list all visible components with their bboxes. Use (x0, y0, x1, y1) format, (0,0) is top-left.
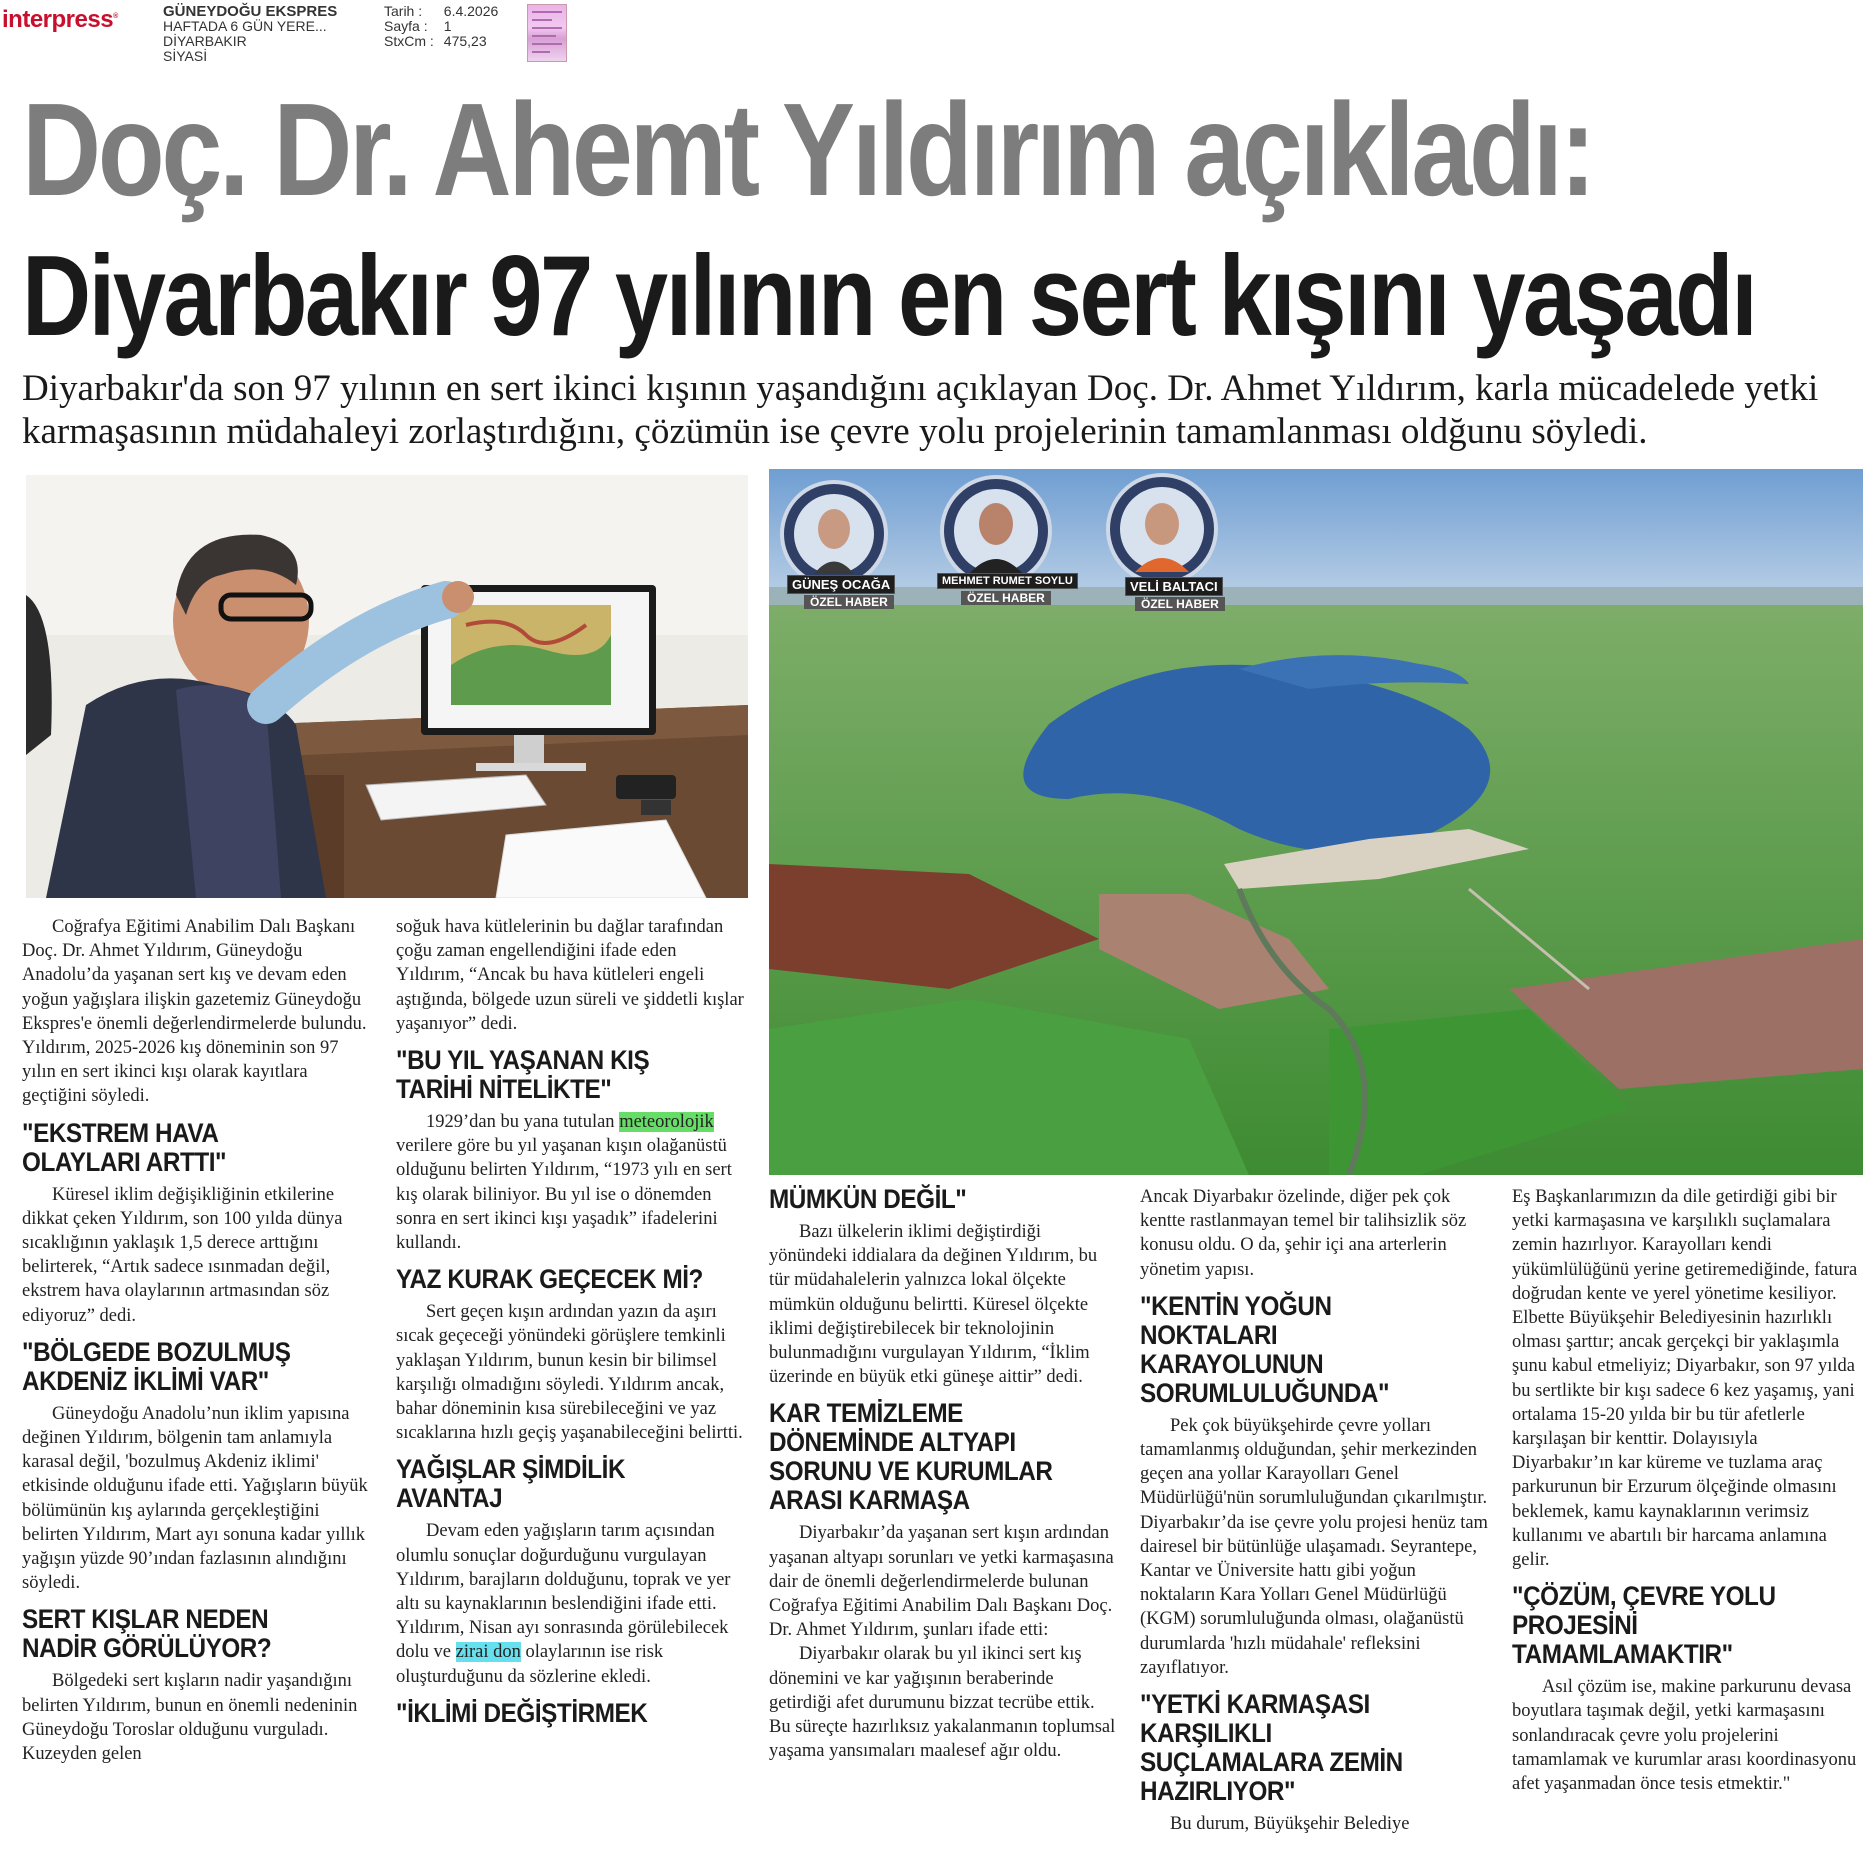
col4-subheading: "YETKİ KARMAŞASI KARŞILIKLI SUÇLAMALARA ZEMİN HAZIRLIYOR" (1140, 1689, 1403, 1807)
column-3 (769, 1185, 1119, 1763)
clip-page: 1 (443, 18, 452, 34)
page-thumbnail[interactable] (527, 4, 567, 62)
col3-paragraph: Bazı ülkelerin iklimi değiştirdiği yönündeki iddialara da değinen Yıldırım, bu tür müdahalelerin yalnızca lokal ölçekte mümkün olduğunu belirtti. Küresel ölçekte iklimi değiştirebilecek bir teknolojinin bulunmadığını vurgulayan Yıldırım, “İklim üzerinde en büyük etki güneşe aittir” dedi. (769, 1222, 1098, 1388)
headline-lead: Diyarbakır'da son 97 yılının en sert ikinci kışının yaşandığını açıklayan Doç. Dr. Ahmet Yıldırım, karla mücadelede yetki karmaşasının müdahaleyi zorlaştırdığını, çözümün ise çevre yolu projelerinin tamamlanması oldğunu söyledi. (22, 368, 1819, 452)
headline-title: Diyarbakır 97 yılının en sert kışını yaşadı (22, 233, 1756, 360)
col2-paragraph: Devam eden yağışların tarım açısından olumlu sonuçlar doğurduğunu vurgulayan Yıldırım, barajların dolduğunu, toprak ve yer altı su kaynaklarının beslendiğini ifade etti. Yıldırım, Nisan ayı sonrasında görülebilecek dolu ve zirai don olaylarının ise risk oluşturduğunu da sözlerine ekledi. (396, 1521, 731, 1687)
paper-city: DİYARBAKIR (163, 33, 247, 49)
reporter-avatar-2 (939, 474, 1054, 589)
col5-paragraph: Asıl çözüm ise, makine parkurunu devasa boyutlara taşımak değil, yetki karmaşasını sonlandıracak çevre yolu projelerini tamamlamak ve kurumlar arası koordinasyonu afet yaşanmadan önce tesis etmektir." (1512, 1677, 1857, 1795)
col4-subheading: "KENTİN YOĞUN NOKTALARI KARAYOLUNUN SORUMLULUĞUNDA" (1140, 1290, 1390, 1408)
reporter-name-3: VELİ BALTACI (1125, 577, 1223, 596)
col1-subheading: "BÖLGEDE BOZULMUŞ AKDENİZ İKLİMİ VAR" (22, 1336, 291, 1396)
reporter-name-2: MEHMET RUMET SOYLU (937, 573, 1078, 589)
reporter-avatar-3 (1105, 472, 1220, 587)
publication-info (163, 4, 337, 64)
clip-date: 6.4.2026 (443, 3, 499, 19)
clip-stxcm: 475,23 (443, 33, 487, 49)
column-5 (1512, 1185, 1862, 1796)
col4-paragraph: Pek çok büyükşehirde çevre yolları tamamlanmış olduğundan, şehir merkezinden geçen ana yollar Karayolları Genel Müdürlüğü'nün sorumluluğundan çıkarılmıştır. Diyarbakır’da ise çevre yolu projesi henüz tam dairesel bir bütünlüğe ulaşamadı. Seyrantepe, Kantar ve Üniversite hattı gibi yoğun noktaların Kara Yolları Genel Müdürlüğü (KGM) sorumluluğunda olması, olağanüstü durumlarda 'hızlı müdahale' refleksini zayıflatıyor. (1140, 1415, 1488, 1678)
col1-paragraph: Coğrafya Eğitimi Anabilim Dalı Başkanı Doç. Dr. Ahmet Yıldırım, Güneydoğu Anadolu’da yaşanan sert kış ve devam eden yoğun yağışlara ilişkin gazetemiz Güneydoğu Ekspres'e önemli değerlendirmelerde bulundu. Yıldırım, 2025-2026 kış döneminin son 97 yılın en sert ikinci kışı olarak kayıtlara geçtiğini söyledi. (22, 917, 367, 1107)
col2-paragraph: Sert geçen kışın ardından yazın da aşırı sıcak geçeceği yönündeki görüşlere temkinli yaklaşan Yıldırım, bunun kesin bir bilimsel karşılığı olmadığını söyledi. Yıldırım ancak, bahar döneminin kısa sürebileceğini ve yaz sıcaklarına hızlı geçiş yaşanabileceğini belirtti. (396, 1302, 743, 1444)
col2-paragraph: soğuk hava kütlelerinin bu dağlar tarafından çoğu zaman engellendiğini ifade eden Yıldırım, “Ancak bu hava kütleleri engeli aştığında, bölgede uzun süreli ve şiddetli kışlar yaşanıyor” dedi. (396, 917, 744, 1034)
reporter-tag-2: ÖZEL HABER (961, 591, 1051, 605)
column-2 (396, 915, 746, 1734)
reporter-tag-3: ÖZEL HABER (1135, 597, 1225, 611)
col2-subheading: YAZ KURAK GEÇECEK Mİ? (396, 1264, 703, 1295)
col4-paragraph: Ancak Diyarbakır özelinde, diğer pek çok kentte rastlanmayan temel bir talihsizlik söz konusu oldu. O da, şehir içi ana arterlerin yönetim yapısı. (1140, 1187, 1467, 1280)
col1-paragraph: Güneydoğu Anadolu’nun iklim yapısına değinen Yıldırım, bölgenin tam anlamıyla karasal değil, 'bozulmuş Akdeniz iklimi' etkisinde olduğunu ifade etti. Yağışların büyük bölümünün kış aylarında gerçekleştiğini belirten Yıldırım, Mart ayı sonuna kadar yıllık yağışın yüzde 90’ından fazlasının alındığını söyledi. (22, 1403, 368, 1594)
col3-paragraph: Diyarbakır olarak bu yıl ikinci sert kış dönemini ve kar yağışının beraberinde getirdiği afet durumunu bizzat tecrübe ettik. Bu süreçte hazırlıksız yakalanmanın toplumsal yaşama yansımaları maalesef ağır oldu. (769, 1644, 1116, 1762)
reporter-name-1: GÜNEŞ OCAĞA (787, 575, 895, 594)
headline-kicker: Doç. Dr. Ahemt Yıldırım açıkladı: (22, 76, 1593, 223)
reporter-avatar-1 (779, 479, 889, 589)
col5-paragraph: Eş Başkanlarımızın da dile getirdiği gibi bir yetki karmaşasına ve karşılıklı suçlamalara zemin hazırlıyor. Karayolları kendi yükümlülüğünü yerine getiremediğinde, fatura doğrudan kente ve yerel yönetime kesiliyor. Elbette Büyükşehir Belediyesinin hazırlıklı olması şarttır; ancak gerçekçi bir yaklaşımla şunu kabul etmeliyiz; Diyarbakır, son 97 yılda bu sertlikte bir kışı sadece 6 kez yaşamış, yani ortalama 15-20 yılda bir bu tür afetlerle karşılaşan bir kenttir. Dolayısıyla Diyarbakır’ın kar küreme ve tuzlama araç parkurunun bir Erzurum ölçeğinde olmasını beklemek, kamu kaynaklarının verimsiz kullanımı ve abartılı bir harcama anlamına gelir. (1512, 1187, 1858, 1571)
highlighted-term: meteorolojik (619, 1112, 714, 1133)
paper-section: SİYASİ (163, 48, 208, 64)
col1-paragraph: Küresel iklim değişikliğinin etkilerine dikkat çeken Yıldırım, son 100 yılda dünya sıcaklığının yaklaşık 1,5 derece arttığını belirterek, “Artık sadece ısınmadan değil, ekstrem hava olaylarının artmasından söz ediyoruz” dedi. (22, 1184, 343, 1326)
col1-subheading: SERT KIŞLAR NEDEN NADİR GÖRÜLÜYOR? (22, 1604, 272, 1664)
col3-paragraph: Diyarbakır’da yaşanan sert kışın ardından yaşanan altyapı sorunları ve yetki karmaşasına dair de önemli değerlendirmelerde bulunan Coğrafya Eğitimi Anabilim Dalı Başkanı Doç. Dr. Ahmet Yıldırım, şunları ifade etti: (769, 1523, 1114, 1641)
col3-subheading: MÜMKÜN DEĞİL" (769, 1184, 967, 1214)
col5-subheading: "ÇÖZÜM, ÇEVRE YOLU PROJESİNİ TAMAMLAMAKTIR" (1512, 1581, 1776, 1670)
col3-subheading: KAR TEMİZLEME DÖNEMİNDE ALTYAPI SORUNU VE KURUMLAR ARASI KARMAŞA (769, 1398, 1053, 1516)
reporter-tag-1: ÖZEL HABER (804, 595, 894, 609)
col1-paragraph: Bölgedeki sert kışların nadir yaşandığını belirten Yıldırım, bunun en önemli nedeninin Güneydoğu Toroslar olduğunu vurguladı. Kuzeyden gelen (22, 1671, 358, 1765)
paper-name: GÜNEYDOĞU EKSPRES (163, 3, 338, 20)
highlighted-term: zirai don (455, 1642, 521, 1663)
col2-paragraph: 1929’dan bu yana tutulan meteorolojik verilere göre bu yıl yaşanan kışın olağanüstü olduğunu belirten Yıldırım, “1973 yılı en sert kış olarak biliniyor. Bu yıl ise o dönemden sonra en sert ikinci kışı yaşadık” ifadelerini kullandı. (396, 1112, 732, 1254)
column-4 (1140, 1185, 1490, 1836)
col1-subheading: "EKSTREM HAVA OLAYLARI ARTTI" (22, 1117, 227, 1177)
column-1 (22, 915, 372, 1766)
interpress-logo: interpress® (2, 6, 118, 33)
col2-subheading: "İKLİMİ DEĞİŞTİRMEK (396, 1697, 648, 1728)
col4-paragraph: Bu durum, Büyükşehir Belediye (1170, 1814, 1410, 1835)
col2-subheading: "BU YIL YAŞANAN KIŞ TARİHİ NİTELİKTE" (396, 1045, 650, 1105)
interview-photo (26, 475, 748, 898)
paper-frequency: HAFTADA 6 GÜN YERE... (163, 18, 327, 34)
clip-meta-table: Tarih : 6.4.2026 Sayfa : 1 StxCm : 475,23 (384, 4, 508, 49)
dam-aerial-photo (769, 469, 1863, 1175)
col2-subheading: YAĞIŞLAR ŞİMDİLİK AVANTAJ (396, 1454, 626, 1514)
